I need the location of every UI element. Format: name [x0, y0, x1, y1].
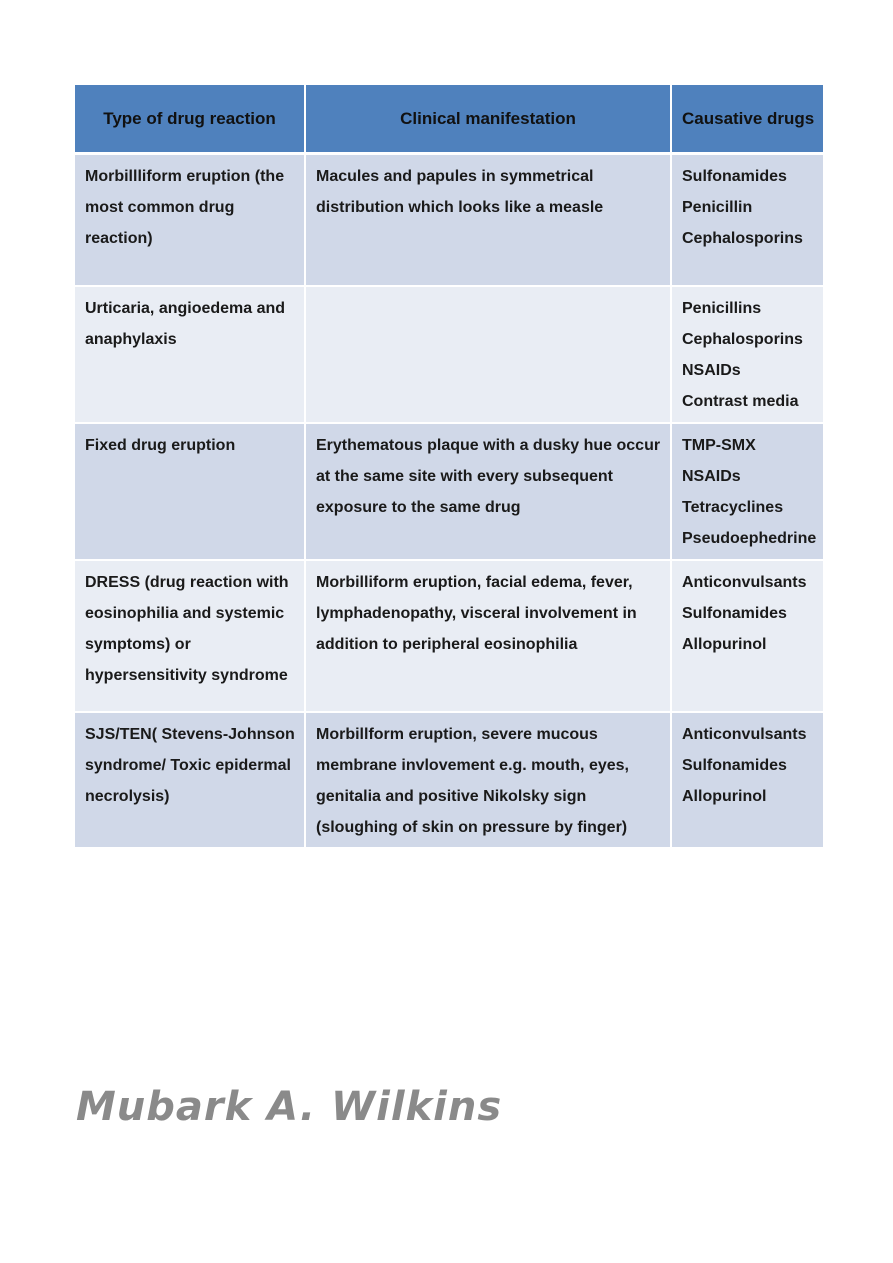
drug-item: Penicillin	[682, 199, 753, 216]
cell-drugs	[671, 286, 823, 423]
cell-type: DRESS (drug reaction with eosinophilia and systemic symptoms) or hypersensitivity syndrome	[75, 560, 305, 712]
drug-item: Sulfonamides	[682, 605, 787, 622]
table-row	[75, 712, 823, 848]
drug-item: Tetracyclines	[682, 499, 784, 516]
cell-type: Urticaria, angioedema and anaphylaxis	[75, 286, 305, 423]
drug-item: NSAIDs	[682, 362, 741, 379]
drug-item: Anticonvulsants	[682, 574, 807, 591]
cell-drugs	[671, 154, 823, 287]
drug-reaction-table	[75, 85, 823, 849]
cell-drugs	[671, 423, 823, 560]
cell-manifestation: Morbilliform eruption, facial edema, fever, lymphadenopathy, visceral involvement in addition to peripheral eosinophilia	[305, 560, 671, 712]
table-row	[75, 423, 823, 560]
cell-manifestation: Morbillform eruption, severe mucous membrane invlovement e.g. mouth, eyes, genitalia and positive Nikolsky sign (sloughing of skin on pressure by finger)	[305, 712, 671, 848]
cell-manifestation	[305, 286, 671, 423]
drug-item: Anticonvulsants	[682, 726, 807, 743]
drug-item: Cephalosporins	[682, 331, 803, 348]
drug-item: Pseudoephedrine	[682, 530, 817, 547]
cell-type: SJS/TEN( Stevens-Johnson syndrome/ Toxic epidermal necrolysis)	[75, 712, 305, 848]
drug-item: TMP-SMX	[682, 437, 756, 454]
drug-item: Sulfonamides	[682, 168, 787, 185]
drug-item: Sulfonamides	[682, 757, 787, 774]
header-type: Type of drug reaction	[75, 85, 305, 154]
drug-item: Penicillins	[682, 300, 762, 317]
drug-item: NSAIDs	[682, 468, 741, 485]
cell-manifestation: Erythematous plaque with a dusky hue occur at the same site with every subsequent exposure to the same drug	[305, 423, 671, 560]
table-row	[75, 560, 823, 712]
drug-item: Allopurinol	[682, 636, 767, 653]
drug-item: Allopurinol	[682, 788, 767, 805]
header-manifestation: Clinical manifestation	[305, 85, 671, 154]
header-drugs: Causative drugs	[671, 85, 823, 154]
table-header-row	[75, 85, 823, 154]
cell-type: Morbillliform eruption (the most common drug reaction)	[75, 154, 305, 287]
table-row	[75, 154, 823, 287]
cell-drugs	[671, 712, 823, 848]
cell-manifestation: Macules and papules in symmetrical distribution which looks like a measle	[305, 154, 671, 287]
drug-item: Cephalosporins	[682, 230, 803, 247]
cell-drugs	[671, 560, 823, 712]
cell-type: Fixed drug eruption	[75, 423, 305, 560]
author-signature: Mubark A. Wilkins	[76, 1084, 503, 1130]
drug-item: Contrast media	[682, 393, 799, 410]
table-row	[75, 286, 823, 423]
